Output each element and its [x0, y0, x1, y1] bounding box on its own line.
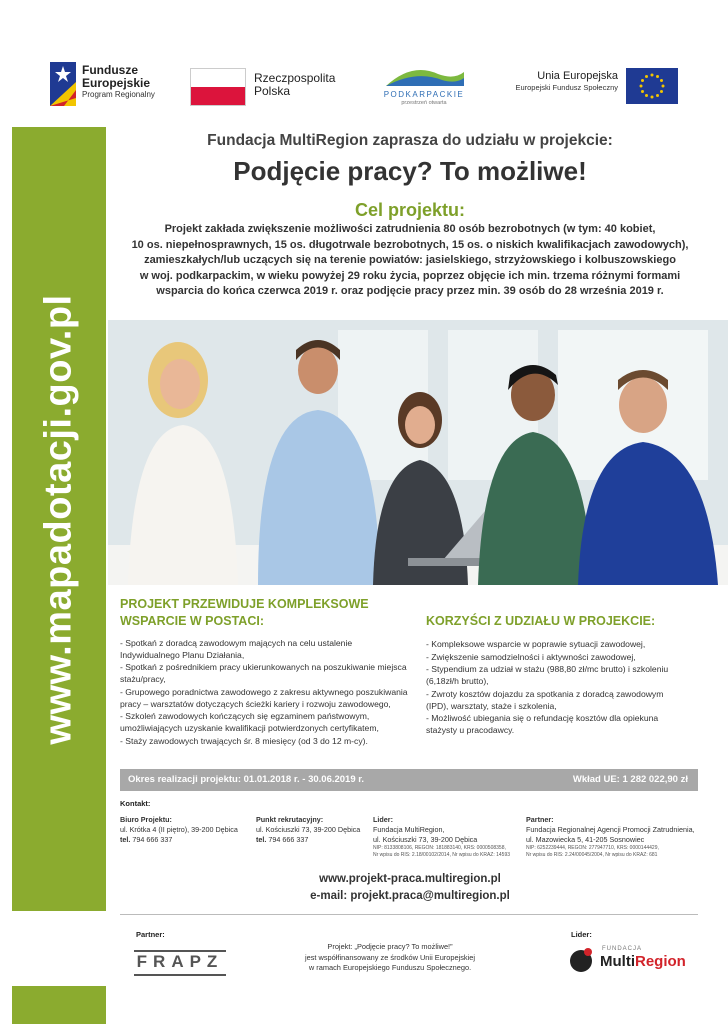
recruitment-title: Punkt rekrutacyjny:: [256, 815, 324, 824]
multiregion-logo: [570, 946, 690, 976]
goal-line: w woj. podkarpackim, w wieku powyżej 29 roku życia, poprzez objęcie ich min. trzema różnymi formami: [139, 269, 681, 282]
fe-line2: Europejskie: [82, 76, 151, 90]
benefits-title: KORZYŚCI Z UDZIAŁU W PROJEKCIE:: [426, 614, 656, 628]
recruitment-address: ul. Kościuszki 73, 39-200 Dębica: [256, 825, 361, 834]
period-bar: [120, 769, 698, 791]
fe-emblem-icon: [50, 62, 76, 106]
list-item: - Spotkań z doradcą zawodowym mających na celu ustalenie Indywidualnego Planu Działania,: [120, 638, 353, 660]
goal-line: zamieszkałych/lub uczących się na terenie powiatów: jasielskiego, strzyżowskiego i kolbuszowskiego: [144, 254, 676, 267]
contact-title: Kontakt:: [120, 799, 151, 808]
partner-address: ul. Mazowiecka 5, 41-205 Sosnowiec: [526, 835, 645, 844]
support-title-line1: PROJEKT PRZEWIDUJE KOMPLEKSOWE: [120, 597, 369, 611]
leader-reg2: Nr wpisu do RIS: 2.18/00102/2014, Nr wpisu do KRAZ: 14593: [373, 852, 511, 858]
recruitment-phone-label: tel.: [256, 835, 267, 844]
leader-name: Fundacja MultiRegion,: [373, 825, 445, 834]
partner-reg1: NIP: 6252239444, REGON: 277947710, KRS: 0000144429,: [526, 845, 659, 851]
email-link[interactable]: e-mail: projekt.praca@multiregion.pl: [310, 890, 510, 902]
website-link[interactable]: www.projekt-praca.multiregion.pl: [319, 873, 501, 885]
period-label: Okres realizacji projektu: 01.01.2018 r. - 30.06.2019 r.: [128, 774, 365, 785]
fe-sub: Program Regionalny: [82, 90, 155, 99]
fe-line1: Fundusze: [82, 63, 138, 77]
partner-name: Fundacja Regionalnej Agencji Promocji Zatrudnienia,: [526, 825, 695, 834]
list-item: - Staży zawodowych trwających śr. 8 miesięcy (od 3 do 12 m-cy).: [120, 735, 368, 746]
project-title: Podjęcie pracy? To możliwe!: [233, 156, 587, 186]
logo-rzeczpospolita: [190, 66, 350, 106]
logo-unia-europejska: [510, 66, 680, 106]
rp-line2: Polska: [254, 84, 291, 98]
frapz-logo: [134, 950, 226, 976]
contact-recruitment: [256, 815, 371, 845]
multiregion-emblem-dot-icon: [584, 948, 592, 956]
benefits-list: [426, 639, 688, 737]
list-item: - Zwroty kosztów dojazdu za spotkania z doradcą zawodowym (IPD), warsztaty, staże i szkolenia,: [426, 688, 664, 711]
contact-leader: [373, 815, 523, 859]
podkarpackie-tagline: przestrzeń otwarta: [401, 100, 447, 106]
recruitment-phone[interactable]: 794 666 337: [268, 835, 309, 844]
footer-divider: [120, 914, 698, 915]
footer-leader-label: Lider:: [571, 930, 592, 939]
invite-heading: Fundacja MultiRegion zaprasza do udziału w projekcie:: [207, 132, 613, 149]
footer-partner-label: Partner:: [136, 930, 165, 939]
leader-title: Lider:: [373, 815, 393, 824]
contact-partner: [526, 815, 706, 859]
ue-line2: Europejski Fundusz Społeczny: [515, 83, 618, 92]
goal-text: [120, 222, 700, 300]
office-title: Biuro Projektu:: [120, 815, 172, 824]
cofinance-note: [270, 942, 510, 974]
logo-podkarpackie: [372, 64, 476, 108]
multiregion-region: Region: [635, 953, 686, 970]
support-section: [120, 596, 410, 748]
frapz-logo-text: FRAPZ: [136, 952, 224, 971]
web-contact: [200, 871, 620, 905]
office-phone[interactable]: 794 666 337: [132, 835, 173, 844]
ue-line1: Unia Europejska: [537, 70, 618, 82]
list-item: - Spotkań z pośrednikiem pracy ukierunkowanych na poszukiwanie miejsca stażu/pracy,: [120, 662, 407, 685]
logo-fundusze-europejskie: [50, 62, 170, 106]
list-item: - Zwiększenie samodzielności i aktywności zawodowej,: [426, 651, 636, 662]
support-title-line2: WSPARCIE W POSTACI:: [120, 614, 264, 628]
partner-title: Partner:: [526, 815, 554, 824]
goal-line: wsparcia do końca czerwca 2019 r. oraz podjęcie pracy przez min. 39 osób do 28 września 2019 r.: [156, 285, 664, 298]
cofinance-line: Projekt: „Podjęcie pracy? To możliwe!”: [327, 942, 453, 951]
contact-office: [120, 815, 250, 845]
sidebar-url[interactable]: www.mapadotacji.gov.pl: [37, 293, 80, 745]
podkarpackie-name: PODKARPACKIE: [383, 90, 465, 99]
sidebar-url-wrap: [12, 127, 106, 911]
leader-reg1: NIP: 8133808106, REGON: 181883140, KRS: 0000508358,: [373, 845, 506, 851]
podkarpackie-hills-icon: [372, 64, 476, 90]
rp-line1: Rzeczpospolita: [254, 71, 336, 85]
eu-flag-icon: [626, 68, 678, 104]
eu-contribution: Wkład UE: 1 282 022,90 zł: [572, 774, 688, 785]
goal-title: Cel projektu:: [354, 200, 465, 220]
list-item: - Możliwość ubiegania się o refundację kosztów dla opiekuna stażysty u pracodawcy.: [426, 713, 659, 735]
goal-line: 10 os. niepełnosprawnych, 15 os. długotrwale bezrobotnych, 15 os. o niskich kwalifikacjach zawodowych),: [131, 238, 689, 251]
list-item: - Szkoleń zawodowych kończących się egzaminem państwowym, umożliwiających uzyskanie kwalifikacji potwierdzonych certyfikatem,: [120, 711, 379, 733]
support-list: [120, 638, 410, 747]
multiregion-multi: Multi: [600, 953, 635, 970]
partner-reg2: Nr wpisu do RIS: 2.24/00045/2004, Nr wpisu do KRAZ: 681: [526, 852, 658, 858]
cofinance-line: w ramach Europejskiego Funduszu Społecznego.: [308, 963, 472, 972]
polish-flag-icon: [190, 68, 246, 106]
benefits-section: [426, 613, 688, 738]
goal-line: Projekt zakłada zwiększenie możliwości zatrudnienia 80 osób bezrobotnych (w tym: 40 kobiet,: [164, 223, 656, 235]
sidebar-band-bottom: [12, 986, 106, 1024]
cofinance-line: jest współfinansowany ze środków Unii Europejskiej: [304, 952, 476, 962]
list-item: - Kompleksowe wsparcie w poprawie sytuacji zawodowej,: [426, 639, 646, 649]
multiregion-small: FUNDACJA: [602, 946, 643, 952]
list-item: - Grupowego poradnictwa zawodowego z zakresu aktywnego poszukiwania pracy – warsztatów dotyczących ścieżki kariery i rozwoju zawodowego,: [120, 686, 408, 709]
office-phone-label: tel.: [120, 835, 131, 844]
leader-address: ul. Kościuszki 73, 39-200 Dębica: [373, 835, 478, 844]
team-photo-illustration: [108, 320, 728, 585]
office-address: ul. Krótka 4 (II piętro), 39-200 Dębica: [120, 825, 238, 834]
list-item: - Stypendium za udział w stażu (988,80 zł/mc brutto) i szkoleniu (6,18zł/h brutto),: [426, 664, 669, 687]
team-photo: [108, 320, 728, 585]
